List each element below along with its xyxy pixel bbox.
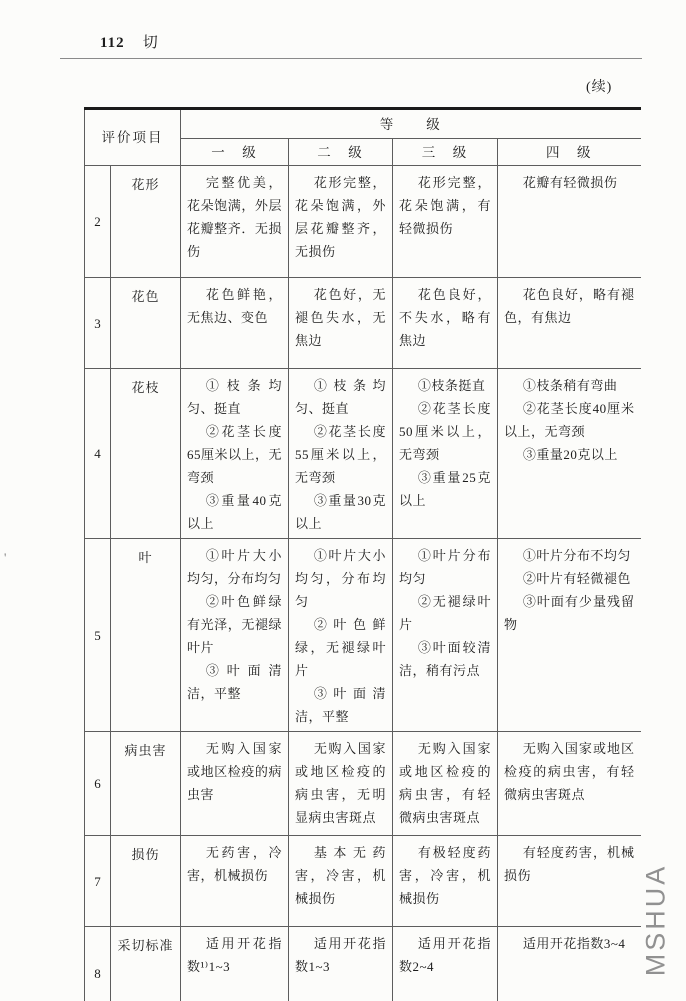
page-number: 112	[100, 35, 125, 51]
table-row-cutting-standard	[85, 927, 641, 1001]
grade-cell	[289, 539, 393, 732]
grade-cell	[289, 927, 393, 1001]
grade-text: ①枝条稍有弯曲	[522, 378, 618, 393]
grade-text: ②花茎长度55厘米以上，无弯颈	[295, 424, 386, 485]
grade-text: ②叶色鲜绿，无褪绿叶片	[295, 617, 386, 678]
header-grade-2: 二 级	[289, 139, 393, 166]
grade-cell	[393, 278, 498, 369]
grade-text: 花色良好，不失水，略有焦边	[399, 287, 491, 348]
grade-cell	[289, 278, 393, 369]
running-title: 切	[142, 35, 159, 51]
table-row-flower-color	[85, 278, 641, 369]
grade-text: ②花茎长度50厘米以上，无弯颈	[399, 401, 491, 462]
grade-text: ①叶片大小均匀，分布均匀	[187, 548, 282, 586]
grade-text: ①叶片分布不均匀	[522, 548, 631, 563]
row-number: 2	[85, 166, 111, 278]
grade-text: ③重量40克以上	[187, 493, 282, 531]
grade-cell	[181, 369, 289, 539]
grade-text: ②花茎长度40厘米以上，无弯颈	[504, 401, 635, 439]
grade-text: 适用开花指数¹⁾1~3	[187, 936, 282, 974]
header-item-col: 评价项目	[85, 109, 181, 166]
grade-text: 花形完整，花朵饱满，有轻微损伤	[399, 175, 491, 236]
row-number: 6	[85, 732, 111, 836]
grade-cell	[289, 836, 393, 927]
grade-text: 无购入国家或地区检疫的病虫害，有轻微病虫害斑点	[399, 741, 491, 825]
grade-cell	[498, 732, 641, 836]
grade-cell	[393, 836, 498, 927]
header-rule	[60, 58, 642, 59]
grade-text: 适用开花指数2~4	[399, 936, 491, 974]
grade-text: ①枝条挺直	[417, 378, 486, 393]
grade-text: ②叶色鲜绿有光泽，无褪绿叶片	[187, 594, 282, 655]
grade-text: 无药害，冷害，机械损伤	[187, 845, 282, 883]
grade-cell	[498, 369, 641, 539]
grade-text: 花色好，无褪色失水，无焦边	[295, 287, 386, 348]
grade-cell	[498, 278, 641, 369]
grade-cell	[498, 166, 641, 278]
grade-cell	[498, 836, 641, 927]
item-name: 采切标准	[111, 927, 181, 1001]
grade-text: 花形完整，花朵饱满，外层花瓣整齐，无损伤	[295, 175, 386, 259]
item-name: 花形	[111, 166, 181, 278]
table-row-pests	[85, 732, 641, 836]
grade-text: ③叶面清洁，平整	[187, 663, 282, 701]
grade-cell	[393, 732, 498, 836]
row-number: 4	[85, 369, 111, 539]
grade-cell	[181, 836, 289, 927]
continued-note: (续)	[586, 80, 613, 95]
item-name: 叶	[111, 539, 181, 732]
grade-cell	[393, 927, 498, 1001]
grade-text: 无购入国家或地区检疫的病虫害	[187, 741, 282, 802]
watermark: MSHUA	[640, 863, 671, 977]
grade-text: 有极轻度药害，冷害，机械损伤	[399, 845, 491, 906]
grade-text: ③重量30克以上	[295, 493, 386, 531]
scan-artifact-mark: '	[4, 550, 7, 565]
grade-text: ③叶面清洁，平整	[295, 686, 386, 724]
grade-cell	[289, 166, 393, 278]
grade-cell	[181, 278, 289, 369]
grade-text: 花瓣有轻微损伤	[522, 175, 618, 190]
table-header-row-1	[85, 109, 641, 139]
grade-cell	[393, 166, 498, 278]
grading-table	[84, 107, 641, 1001]
grade-text: ③叶面有少量残留物	[504, 594, 635, 632]
grade-cell	[498, 927, 641, 1001]
running-head	[100, 31, 159, 52]
item-name: 病虫害	[111, 732, 181, 836]
grade-cell	[393, 539, 498, 732]
grade-text: 花色良好，略有褪色，有焦边	[504, 287, 635, 325]
row-number: 5	[85, 539, 111, 732]
header-grade-3: 三 级	[393, 139, 498, 166]
header-grade-1: 一 级	[181, 139, 289, 166]
item-name: 花色	[111, 278, 181, 369]
grade-text: ②叶片有轻微褪色	[522, 571, 631, 586]
grade-text: ①叶片大小均匀，分布均匀	[295, 548, 386, 609]
grade-text: 完整优美，花朵饱满，外层花瓣整齐．无损伤	[187, 175, 282, 259]
table-row-damage	[85, 836, 641, 927]
grade-text: 基本无药害，冷害，机械损伤	[295, 845, 386, 906]
grade-cell	[498, 539, 641, 732]
grade-text: ③重量25克以上	[399, 470, 491, 508]
grade-text: 有轻度药害，机械损伤	[504, 845, 635, 883]
table-row-flower-stem	[85, 369, 641, 539]
grade-text: 无购入国家或地区检疫的病虫害，无明显病虫害斑点	[295, 741, 386, 825]
grade-text: ①枝条均匀、挺直	[295, 378, 386, 416]
row-number: 3	[85, 278, 111, 369]
grade-text: ②无褪绿叶片	[399, 594, 491, 632]
grade-cell	[181, 732, 289, 836]
grade-cell	[289, 369, 393, 539]
grade-text: 适用开花指数1~3	[295, 936, 386, 974]
grade-text: ③重量20克以上	[522, 447, 618, 462]
grade-text: 无购入国家或地区检疫的病虫害，有轻微病虫害斑点	[504, 741, 635, 802]
header-grade-4: 四 级	[498, 139, 641, 166]
grade-cell	[289, 732, 393, 836]
grade-cell	[181, 539, 289, 732]
item-name: 损伤	[111, 836, 181, 927]
grade-text: 花色鲜艳，无焦边、变色	[187, 287, 282, 325]
row-number: 8	[85, 927, 111, 1001]
grade-text: ①叶片分布均匀	[399, 548, 491, 586]
grade-cell	[181, 166, 289, 278]
header-grade-group: 等 级	[181, 109, 641, 139]
grade-text: ①枝条均匀、挺直	[187, 378, 282, 416]
row-number: 7	[85, 836, 111, 927]
grade-text: ②花茎长度65厘米以上，无弯颈	[187, 424, 283, 485]
grade-text: 适用开花指数3~4	[522, 936, 626, 951]
grade-cell	[181, 927, 289, 1001]
item-name: 花枝	[111, 369, 181, 539]
grade-text: ③叶面较清洁，稍有污点	[399, 640, 491, 678]
table-row-leaf	[85, 539, 641, 732]
grade-cell	[393, 369, 498, 539]
table-row-flower-shape	[85, 166, 641, 278]
